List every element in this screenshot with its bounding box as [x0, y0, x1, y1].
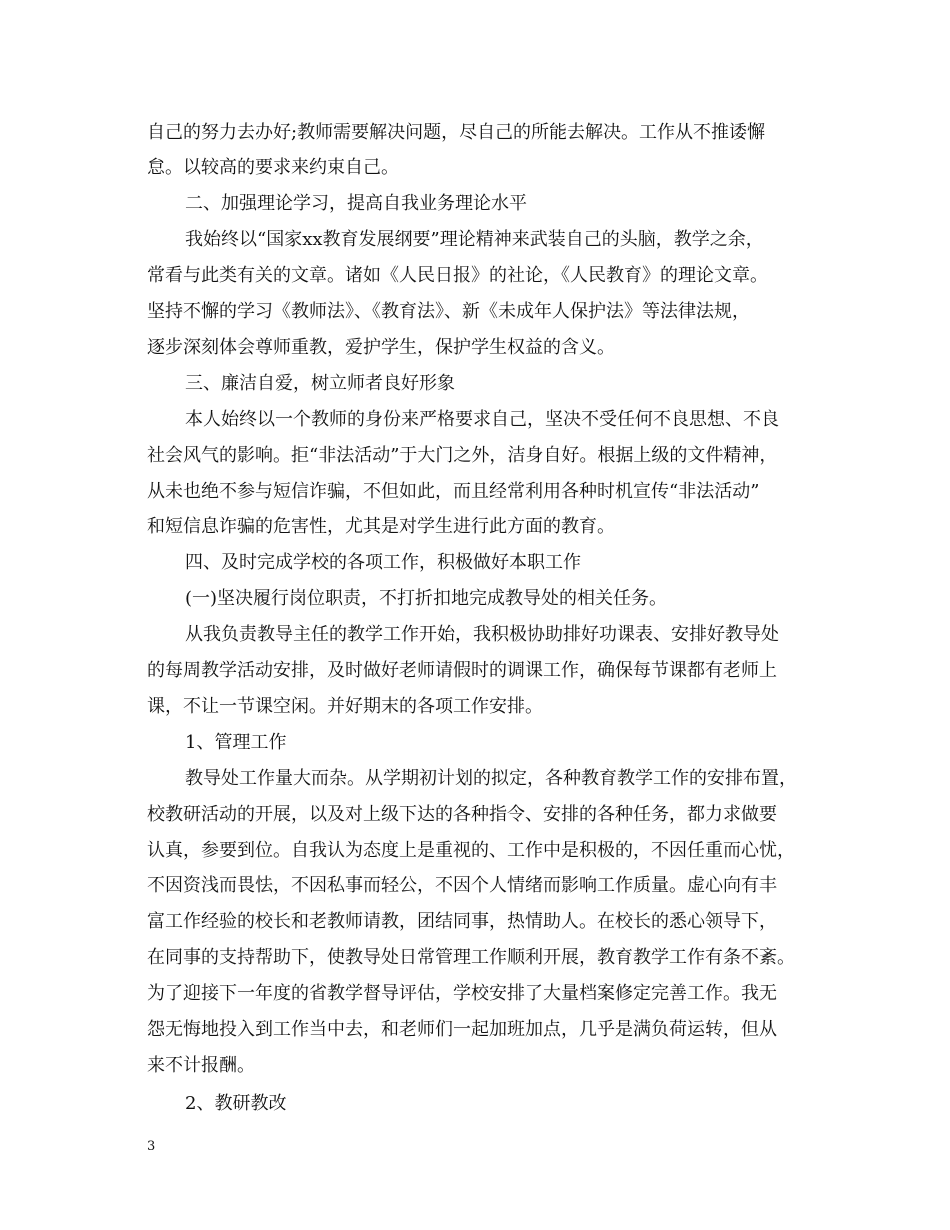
body-line: 坚持不懈的学习《教师法》、《教育法》、新《未成年人保护法》等法律法规， [147, 301, 750, 322]
page-number: 3 [147, 1139, 156, 1154]
body-line: 富工作经验的校长和老教师请教，团结同事，热情助人。在校长的悉心领导下， [147, 911, 777, 932]
body-line: 的每周教学活动安排，及时做好老师请假时的调课工作，确保每节课都有老师上 [147, 660, 777, 681]
subsection-heading: 1、管理工作 [185, 732, 287, 753]
body-line: 和短信息诈骗的危害性，尤其是对学生进行此方面的教育。 [147, 516, 615, 537]
body-line: 怠。以较高的要求来约束自己。 [147, 157, 399, 178]
body-line: 在同事的支持帮助下，使教导处日常管理工作顺利开展，教育教学工作有条不紊。 [147, 947, 795, 968]
body-line: 怨无悔地投入到工作当中去，和老师们一起加班加点，几乎是满负荷运转，但从 [147, 1019, 777, 1040]
body-line: 自己的努力去办好;教师需要解决问题，尽自己的所能去解决。工作从不推诿懈 [147, 122, 766, 143]
subsection-heading: (一)坚决履行岗位职责，不打折扣地完成教导处的相关任务。 [185, 588, 668, 609]
body-line: 教导处工作量大而杂。从学期初计划的拟定，各种教育教学工作的安排布置， [185, 768, 797, 789]
section-heading: 二、加强理论学习，提高自我业务理论水平 [185, 193, 527, 214]
body-line: 课，不让一节课空闲。并好期末的各项工作安排。 [147, 696, 543, 717]
body-line: 社会风气的影响。拒“非法活动”于大门之外，洁身自好。根据上级的文件精神， [147, 445, 778, 466]
body-line: 为了迎接下一年度的省教学督导评估，学校安排了大量档案修定完善工作。我无 [147, 983, 777, 1004]
body-line: 不因资浅而畏怯，不因私事而轻公，不因个人情绪而影响工作质量。虚心向有丰 [147, 875, 777, 896]
body-line: 从未也绝不参与短信诈骗，不但如此，而且经常利用各种时机宣传“非法活动” [147, 481, 760, 502]
body-line: 从我负责教导主任的教学工作开始，我积极协助排好功课表、安排好教导处 [185, 624, 779, 645]
body-line: 本人始终以一个教师的身份来严格要求自己，坚决不受任何不良思想、不良 [185, 409, 779, 430]
body-line: 我始终以“国家xx教育发展纲要”理论精神来武装自己的头脑，教学之余， [185, 229, 764, 250]
body-line: 逐步深刻体会尊师重教，爱护学生，保护学生权益的含义。 [147, 337, 615, 358]
section-heading: 三、廉洁自爱，树立师者良好形象 [185, 373, 455, 394]
body-line: 认真，参要到位。自我认为态度上是重视的、工作中是积极的，不因任重而心忧， [147, 840, 795, 861]
subsection-heading: 2、教研教改 [185, 1093, 287, 1114]
body-line: 来不计报酬。 [147, 1055, 255, 1076]
section-heading: 四、及时完成学校的各项工作，积极做好本职工作 [185, 552, 581, 573]
body-line: 校教研活动的开展，以及对上级下达的各种指令、安排的各种任务，都力求做要 [147, 804, 777, 825]
body-line: 常看与此类有关的文章。诸如《人民日报》的社论，《人民教育》的理论文章。 [147, 265, 768, 286]
